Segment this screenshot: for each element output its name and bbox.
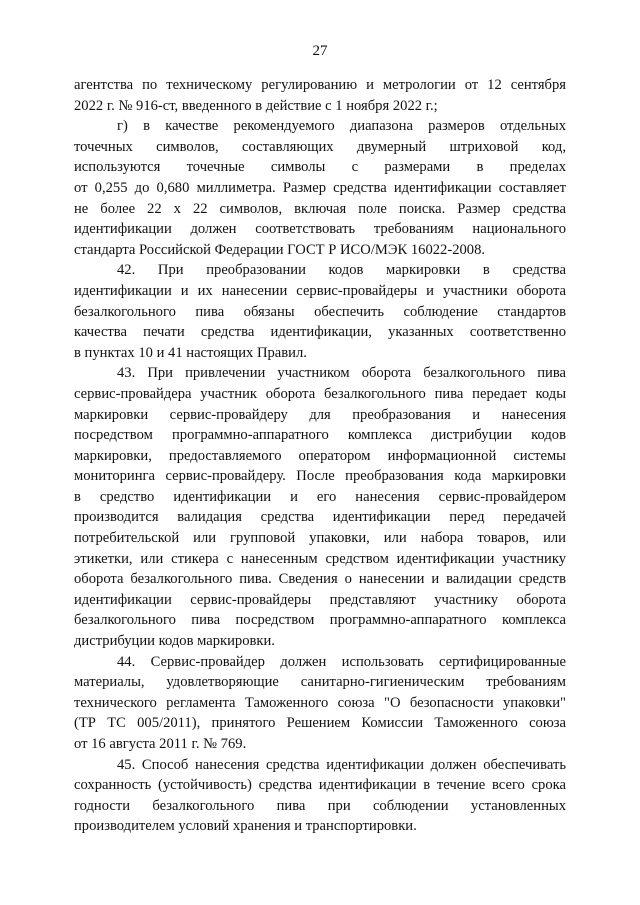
- paragraph-43: [74, 363, 566, 651]
- text-line: 44. Сервис-провайдер должен использовать сертифицированные: [117, 653, 566, 670]
- paragraph-continuation: [74, 75, 566, 116]
- document-body: [74, 75, 566, 837]
- text-line: производится валидация средства идентификации перед передачей: [74, 509, 566, 526]
- text-line: дистрибуции кодов маркировки.: [74, 633, 275, 650]
- text-line: сохранность (устойчивость) средства идентификации в течение всего срока: [74, 777, 566, 794]
- text-line: в средство идентификации и его нанесения сервис-провайдером: [74, 488, 566, 505]
- text-line: используются точечные символы с размерами в пределах: [74, 159, 566, 176]
- text-line: от 16 августа 2011 г. № 769.: [74, 736, 247, 752]
- text-line: оборота безалкогольного пива. Сведения о нанесении и валидации средств: [74, 571, 566, 588]
- text-line: 45. Способ нанесения средства идентификации должен обеспечивать: [117, 756, 566, 773]
- text-line: посредством программно-аппаратного комплекса дистрибуции кодов: [74, 427, 566, 444]
- paragraph-42: [74, 260, 566, 363]
- text-line: 43. При привлечении участником оборота безалкогольного пива: [117, 365, 566, 382]
- text-line: в пунктах 10 и 41 настоящих Правил.: [74, 344, 307, 361]
- page-number: 27: [312, 43, 328, 59]
- paragraph-item-g: [74, 116, 566, 260]
- text-line: безалкогольного пива обязаны обеспечить соблюдение стандартов: [74, 303, 566, 320]
- text-line: идентификации должен соответствовать требованиям национального: [74, 221, 566, 238]
- text-line: маркировки сервис-провайдеру для преобразования и нанесения: [74, 406, 566, 423]
- text-line: производителем условий хранения и транспортировки.: [74, 818, 417, 835]
- paragraph-44: [74, 652, 566, 755]
- text-line: потребительской или групповой упаковки, или набора товаров, или: [74, 530, 566, 547]
- text-line: точечных символов, составляющих двумерный штриховой код,: [74, 138, 566, 155]
- text-line: идентификации и их нанесении сервис-провайдеры и участники оборота: [74, 282, 566, 299]
- text-line: идентификации сервис-провайдеры представляют участнику оборота: [74, 591, 566, 608]
- text-line: маркировки, предоставляемого оператором информационной системы: [74, 447, 566, 464]
- text-line: не более 22 x 22 символов, включая поле поиска. Размер средства: [74, 200, 566, 217]
- text-line: безалкогольного пива посредством программно-аппаратного комплекса: [74, 612, 566, 629]
- text-line: г) в качестве рекомендуемого диапазона размеров отдельных: [117, 118, 566, 135]
- text-line: от 0,255 до 0,680 миллиметра. Размер средства идентификации составляет: [74, 179, 566, 196]
- text-line: сервис-провайдера участник оборота безалкогольного пива передает коды: [74, 385, 566, 402]
- text-line: качества печати средства идентификации, указанных соответственно: [74, 324, 566, 341]
- text-line: стандарта Российской Федерации ГОСТ Р ИСО/МЭК 16022-2008.: [74, 241, 486, 258]
- text-line: годности безалкогольного пива при соблюдении установленных: [74, 797, 566, 814]
- paragraph-45: [74, 755, 566, 837]
- text-line: технического регламента Таможенного союза "О безопасности упаковки": [74, 694, 566, 711]
- text-line: 2022 г. № 916-ст, введенного в действие с 1 ноября 2022 г.;: [74, 97, 438, 114]
- text-line: 42. При преобразовании кодов маркировки в средства: [117, 262, 566, 279]
- text-line: агентства по техническому регулированию и метрологии от 12 сентября: [74, 77, 566, 93]
- text-line: материалы, удовлетворяющие санитарно-гигиеническим требованиям: [74, 674, 566, 691]
- text-line: мониторинга сервис-провайдеру. После преобразования кода маркировки: [74, 468, 566, 485]
- text-line: этикетки, или стикера с нанесенным средством идентификации участнику: [74, 550, 566, 567]
- text-line: (ТР ТС 005/2011), принятого Решением Комиссии Таможенного союза: [74, 715, 566, 732]
